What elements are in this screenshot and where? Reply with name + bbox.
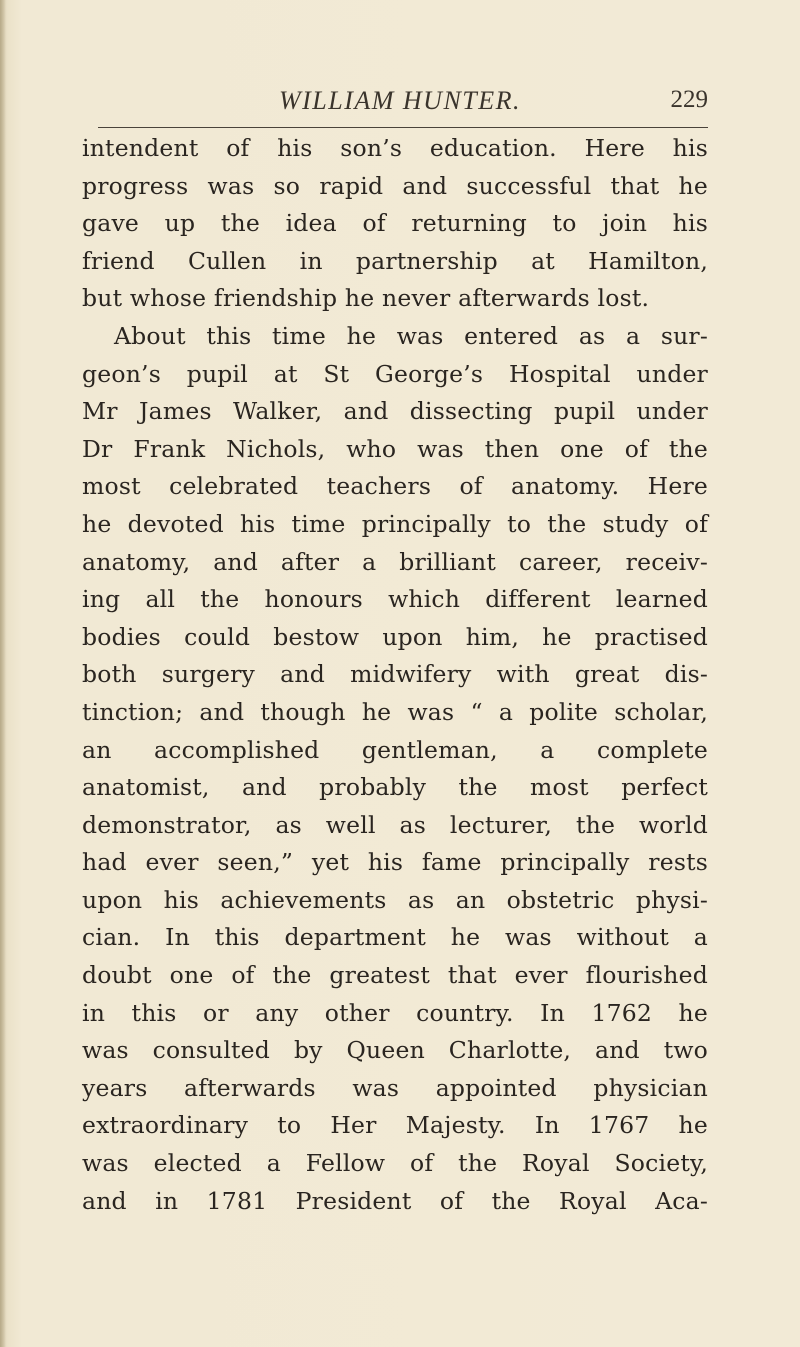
text-line: ing all the honours which different learned xyxy=(82,585,708,614)
text-line: extraordinary to Her Majesty. In 1767 he xyxy=(82,1111,708,1140)
text-line: most celebrated teachers of anatomy. Here xyxy=(82,472,708,501)
text-line: but whose friendship he never afterwards lost. xyxy=(82,284,650,313)
text-line: was consulted by Queen Charlotte, and two xyxy=(82,1036,708,1065)
text-line: progress was so rapid and successful that he xyxy=(82,171,708,200)
body-text xyxy=(82,130,708,1220)
text-line: anatomy, and after a brilliant career, receiv- xyxy=(82,547,708,576)
text-line: both surgery and midwifery with great dis- xyxy=(82,660,708,689)
text-line: was elected a Fellow of the Royal Society, xyxy=(82,1149,708,1178)
text-line: years afterwards was appointed physician xyxy=(82,1073,708,1102)
text-line: About this time he was entered as a sur- xyxy=(114,321,708,350)
text-line: upon his achievements as an obstetric physi- xyxy=(82,885,708,914)
text-line: Dr Frank Nichols, who was then one of the xyxy=(82,434,708,463)
page-number: 229 xyxy=(670,86,708,113)
text-line: had ever seen,” yet his fame principally rests xyxy=(82,848,708,877)
running-head-title: WILLIAM HUNTER. xyxy=(278,86,522,115)
binding-shadow xyxy=(0,0,6,1347)
text-line: and in 1781 President of the Royal Aca- xyxy=(82,1186,708,1215)
text-line: anatomist, and probably the most perfect xyxy=(82,773,708,802)
text-line: bodies could bestow upon him, he practised xyxy=(82,622,708,651)
text-line: he devoted his time principally to the study of xyxy=(82,509,708,538)
text-line: an accomplished gentleman, a complete xyxy=(82,735,708,764)
header-rule xyxy=(98,127,708,128)
text-line: intendent of his son’s education. Here his xyxy=(82,134,708,162)
text-line: friend Cullen in partnership at Hamilton, xyxy=(82,246,708,275)
text-line: in this or any other country. In 1762 he xyxy=(82,998,708,1027)
text-line: geon’s pupil at St George’s Hospital under xyxy=(82,359,708,388)
text-line: doubt one of the greatest that ever flourished xyxy=(82,961,708,990)
text-line: tinction; and though he was “ a polite scholar, xyxy=(82,697,708,726)
text-line: demonstrator, as well as lecturer, the world xyxy=(82,810,708,839)
text-line: Mr James Walker, and dissecting pupil under xyxy=(82,397,708,426)
text-line: cian. In this department he was without a xyxy=(82,923,708,952)
text-line: gave up the idea of returning to join his xyxy=(82,209,708,238)
